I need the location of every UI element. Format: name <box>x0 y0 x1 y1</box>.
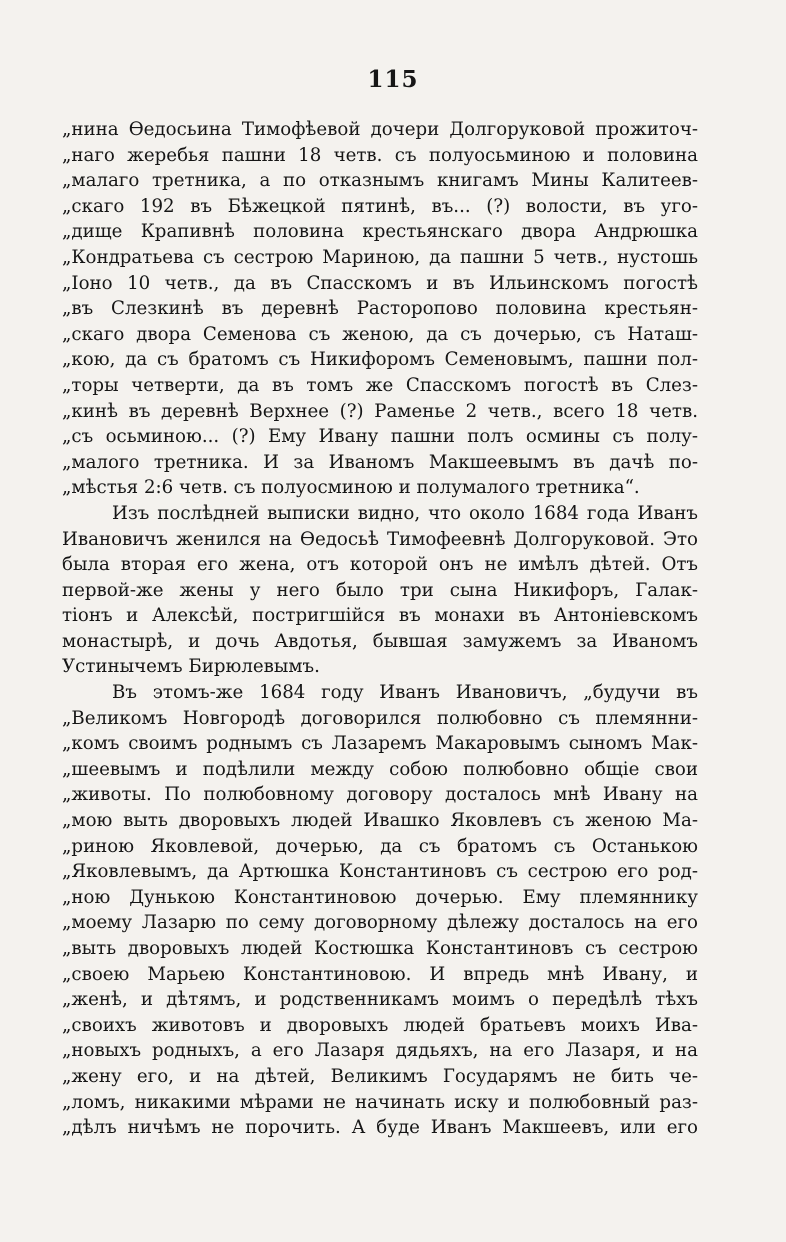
text-line: „наго жеребья пашни 18 четв. съ полуосьминою и половина <box>62 144 698 166</box>
text-line: „своею Марьею Константиновою. И впредь мнѣ Ивану, и <box>62 963 698 985</box>
text-line: Устинычемъ Бирюлевымъ. <box>62 656 320 678</box>
text-line: „скаго двора Семенова съ женою, да съ дочерью, съ Наташ- <box>62 323 698 345</box>
paragraph <box>62 117 698 501</box>
text-line: „Яковлевымъ, да Артюшка Константиновъ съ сестрою его род- <box>62 861 698 883</box>
text-line: „ломъ, никакими мѣрами не начинать иску и полюбовный раз- <box>62 1091 698 1113</box>
text-line: „женѣ, и дѣтямъ, и родственникамъ моимъ о передѣлѣ тѣхъ <box>62 989 698 1011</box>
text-line: „дѣлъ ничѣмъ не порочить. А буде Иванъ Макшеевъ, или его <box>62 1117 698 1139</box>
text-line: Изъ послѣдней выписки видно, что около 1684 года Иванъ <box>112 502 698 524</box>
text-line: „кинѣ въ деревнѣ Верхнее (?) Раменье 2 четв., всего 18 четв. <box>62 400 698 422</box>
text-line: „Іоно 10 четв., да въ Спасскомъ и въ Ильинскомъ погостѣ <box>62 272 698 294</box>
text-line: „Великомъ Новгородѣ договорился полюбовно съ племянни- <box>62 707 698 729</box>
text-line: тіонъ и Алексѣй, постригшійся въ монахи въ Антоніевскомъ <box>62 605 698 627</box>
text-line: „ною Дунькою Константиновою дочерью. Ему племяннику <box>62 886 698 908</box>
paragraph <box>62 501 698 680</box>
text-line: „комъ своимъ роднымъ съ Лазаремъ Макаровымъ сыномъ Мак- <box>62 733 698 755</box>
page-number: 115 <box>367 66 419 93</box>
text-line: „новыхъ родныхъ, а его Лазаря дядьяхъ, на его Лазаря, и на <box>62 1040 698 1062</box>
text-line: „нина Ѳедосьина Тимофѣевой дочери Долгоруковой прожиточ- <box>62 119 698 140</box>
text-line: „мою выть дворовыхъ людей Ивашко Яковлевъ съ женою Ма- <box>62 810 698 832</box>
text-line: „своихъ животовъ и дворовыхъ людей братьевъ моихъ Ива- <box>62 1014 698 1036</box>
text-line: „риною Яковлевой, дочерью, да съ братомъ съ Останькою <box>62 835 698 857</box>
text-line: „скаго 192 въ Бѣжецкой пятинѣ, въ... (?) волости, въ уго- <box>62 195 698 217</box>
text-line: Ивановичъ женился на Ѳедосьѣ Тимофеевнѣ Долгоруковой. Это <box>62 528 698 550</box>
text-line: „шеевымъ и подѣлили между собою полюбовно общіе свои <box>62 758 698 780</box>
text-line: „выть дворовыхъ людей Костюшка Константиновъ съ сестрою <box>62 938 698 959</box>
text-line: „торы четверти, да въ томъ же Спасскомъ погостѣ въ Слез- <box>62 374 698 396</box>
text-line: „дище Крапивнѣ половина крестьянскаго двора Андрюшка <box>62 221 698 243</box>
text-line: „малого третника. И за Иваномъ Макшеевымъ въ дачѣ по- <box>62 451 698 473</box>
text-line: „жену его, и на дѣтей, Великимъ Государямъ не бить че- <box>62 1065 698 1087</box>
text-line: первой-же жены у него было три сына Никифоръ, Галак- <box>62 579 698 601</box>
text-line: „съ осьминою... (?) Ему Ивану пашни полъ осмины съ полу- <box>62 426 698 448</box>
text-line: „малаго третника, а по отказнымъ книгамъ Мины Калитеев- <box>62 170 698 192</box>
text-line: была вторая его жена, отъ которой онъ не имѣлъ дѣтей. Отъ <box>62 554 698 576</box>
text-line: „мѣстья 2:6 четв. съ полуосминою и полумалого третника“. <box>62 477 640 499</box>
text-line: Въ этомъ-же 1684 году Иванъ Ивановичъ, „будучи въ <box>112 682 698 704</box>
paragraph <box>62 680 698 1141</box>
text-line: „Кондратьева съ сестрою Мариною, да пашни 5 четв., нустошь <box>62 246 698 268</box>
text-line: „животы. По полюбовному договору досталось мнѣ Ивану на <box>62 784 698 806</box>
text-line: „моему Лазарю по сему договорному дѣлежу досталось на его <box>62 912 698 934</box>
body-text <box>62 117 698 1141</box>
text-line: монастырѣ, и дочь Авдотья, бывшая замужемъ за Иваномъ <box>62 630 698 652</box>
text-line: „въ Слезкинѣ въ деревнѣ Расторопово половина крестьян- <box>62 298 698 320</box>
text-line: „кою, да съ братомъ съ Никифоромъ Семеновымъ, пашни пол- <box>62 349 698 371</box>
